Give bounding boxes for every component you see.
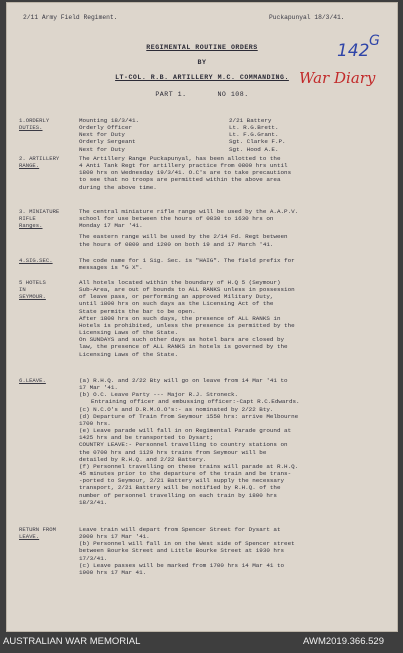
orders-by: BY: [197, 59, 207, 66]
order-text-line: Hotels is prohibited, unless the presence is permitted by the: [79, 321, 295, 329]
section-heading: [19, 155, 79, 169]
order-text-line: transport, 2/21 Battery will be notified by R.H.Q. of the: [79, 484, 281, 492]
war-diary-stamp: War Diary: [299, 69, 376, 87]
footer-accession: AWM2019.366.529: [303, 636, 384, 647]
section-heading: [19, 257, 79, 264]
order-text-line: (a) R.H.Q. and 2/22 Bty will go on leave from 14 Mar '41 to: [79, 377, 288, 384]
order-text-line: State permits the bar to be open.: [79, 307, 196, 315]
duty-row: [79, 146, 389, 153]
order-text-line: The eastern range will be used by the 2/14 Fd. Regt between: [79, 233, 288, 241]
order-text-line: law, the presence of ALL RANKS in hotels is governed by the: [79, 343, 288, 351]
duty-assignee: Sgt. Hood A.E.: [229, 145, 279, 153]
order-text-line: (c) Leave passes will be marked from 1700 hrs 14 Mar 41 to: [79, 561, 285, 569]
section-heading-line: 5 HOTELS: [19, 279, 46, 286]
section-heading-line: Ranges.: [19, 222, 43, 230]
order-text-line: detailed by R.H.Q. and 2/22 Battery.: [79, 455, 207, 463]
order-text-line: After 1800 hrs on such days, the presence of ALL RANKS in: [79, 314, 281, 322]
order-text-line: Monday 17 Mar '41.: [79, 222, 143, 230]
order-text-line: to see that no troops are permitted within the above area: [79, 176, 281, 184]
order-text-line: The Artillery Range Puckapunyal, has been allotted to the: [79, 155, 281, 162]
order-text-line: Licensing Laws of the State.: [79, 350, 178, 358]
section-body: [79, 208, 389, 248]
order-text-line: during the above time.: [79, 183, 157, 191]
handwritten-folio-letter: G: [369, 33, 380, 49]
section-heading-line: LEAVE.: [19, 533, 40, 541]
section-body: [79, 155, 389, 191]
order-text-line: All hotels located within the boundary of H.Q 5 (Seymour): [79, 279, 281, 286]
order-text-line: between Bourke Street and Little Bourke Street at 1930 hrs: [79, 547, 285, 555]
order-text-line: (b) O.C. Leave Party --- Major R.J. Stroneck.: [79, 391, 239, 399]
orders-title: REGIMENTAL ROUTINE ORDERS: [146, 44, 258, 51]
duty-role: Orderly Sergeant: [79, 138, 136, 146]
duty-role: Mounting 18/3/41.: [79, 117, 140, 124]
duty-row: [79, 131, 389, 138]
section-heading-line: IN: [19, 286, 26, 294]
order-text-line: 1700 hrs.: [79, 419, 111, 427]
order-text-line: Entraining officer and embussing officer:-Capt R.C.Edwards.: [91, 398, 300, 406]
part-label: PART 1.: [155, 91, 187, 98]
footer-institution: AUSTRALIAN WAR MEMORIAL: [3, 636, 141, 647]
section-body: [79, 257, 389, 271]
section-heading-line: RANGE.: [19, 162, 40, 170]
section-heading: [19, 377, 79, 384]
order-text-line: Leave train will depart from Spencer Street for Dysart at: [79, 526, 281, 533]
duty-assignee: 2/21 Battery: [229, 117, 272, 124]
section-heading: [19, 279, 79, 301]
section-heading-line: RIFLE: [19, 215, 36, 223]
duty-row: [79, 138, 389, 145]
section-heading: [19, 526, 79, 540]
section-heading: [19, 117, 79, 131]
order-text-line: 1425 hrs and be transported to Dysart;: [79, 434, 214, 442]
duty-assignee: Lt. F.G.Grant.: [229, 131, 279, 139]
order-text-line: the 0700 hrs and 1129 hrs trains from Seymour will be: [79, 448, 267, 456]
order-text-line: messages is "G X".: [79, 264, 143, 272]
section-body: [79, 377, 389, 506]
order-text-line: 1800 hrs on Wednesday 19/3/41. O.C's are to take precautions: [79, 169, 292, 177]
order-text-line: 2000 hrs 17 Mar '41.: [79, 533, 150, 541]
section-heading-line: 4.SIG.SEC.: [19, 257, 53, 264]
order-text-line: number of personnel travelling on each train by 1800 hrs: [79, 491, 277, 499]
order-text-line: until 1800 hrs on such days as the Licensing Act of the: [79, 300, 274, 308]
section-heading-line: RETURN FROM: [19, 526, 56, 533]
section-heading-line: DUTIES.: [19, 124, 43, 132]
duty-assignee: Sgt. Clarke F.P.: [229, 138, 286, 146]
order-text-line: COUNTRY LEAVE:- Personnel travelling to country stations on: [79, 441, 288, 449]
section-body: [79, 526, 389, 576]
order-text-line: -ported to Seymour, 2/21 Battery will supply the necessary: [79, 477, 285, 485]
order-text-line: (f) Personnel travelling on these trains will parade at R.H.Q.: [79, 462, 299, 470]
order-text-line: 45 minutes prior to the departure of the train and be trans-: [79, 470, 292, 478]
section-heading-line: SEYMOUR.: [19, 293, 46, 301]
order-text-line: Licensing Laws of the State.: [79, 329, 178, 337]
handwritten-folio-number: 142: [337, 41, 370, 61]
section-body: [79, 279, 389, 358]
order-text-line: 4 Anti Tank Regt for artillery practice from 0800 hrs until: [79, 162, 288, 170]
order-text-line: Sub-Area, are out of bounds to ALL RANKS unless in possession: [79, 286, 295, 294]
order-text-line: The code name for 1 Sig. Sec. is "HAIG". The field prefix for: [79, 257, 295, 264]
order-text-line: 17/3/41.: [79, 554, 108, 562]
unit-name: 2/11 Army Field Regiment.: [23, 14, 118, 21]
duty-assignee: Lt. R.G.Brett.: [229, 124, 279, 132]
section-heading-line: 3. MINIATURE: [19, 208, 60, 215]
order-text-line: of leave pass, or performing an approved Military Duty,: [79, 293, 274, 301]
order-text-line: The central miniature rifle range will be used by the A.A.P.V.: [79, 208, 299, 215]
order-text-line: 18/3/41.: [79, 498, 108, 506]
section-body: [79, 117, 389, 153]
part-number-line: [7, 91, 397, 98]
duty-row: [79, 117, 389, 124]
order-text-line: 1900 hrs 17 Mar 41.: [79, 568, 147, 576]
section-heading: [19, 208, 79, 230]
duty-role: Next for Duty: [79, 145, 125, 153]
order-text-line: school for use between the hours of 0830 to 1630 hrs on: [79, 215, 274, 223]
order-text-line: On SUNDAYS and such other days as hotel bars are closed by: [79, 336, 285, 344]
section-heading-line: 2. ARTILLERY: [19, 155, 60, 162]
order-text-line: (e) Leave parade will fall in on Regimental Parade ground at: [79, 427, 292, 435]
commander-line: LT-COL. R.B. ARTILLERY M.C. COMMANDING.: [115, 74, 289, 81]
duty-row: [79, 124, 389, 131]
place-date: Puckapunyal 18/3/41.: [269, 14, 345, 21]
order-text-line: the hours of 0800 and 1200 on both 19 and 17 March '41.: [79, 240, 274, 248]
document-page: [6, 2, 398, 632]
order-text-line: 17 Mar '41.: [79, 384, 118, 392]
section-heading-line: 1.ORDERLY: [19, 117, 50, 124]
order-text-line: (b) Personnel will fall in on the West side of Spencer street: [79, 540, 295, 548]
duty-role: Orderly Officer: [79, 124, 133, 132]
order-text-line: (c) N.C.O's and D.R.M.O.O's:- as nominated by 2/22 Bty.: [79, 405, 274, 413]
section-heading-line: 6.LEAVE.: [19, 377, 46, 384]
order-text-line: (d) Departure of Train from Seymour 1550 hrs: arrive Melbourne: [79, 412, 299, 420]
order-number: NO 108.: [217, 91, 249, 98]
duty-role: Next for Duty: [79, 131, 125, 139]
